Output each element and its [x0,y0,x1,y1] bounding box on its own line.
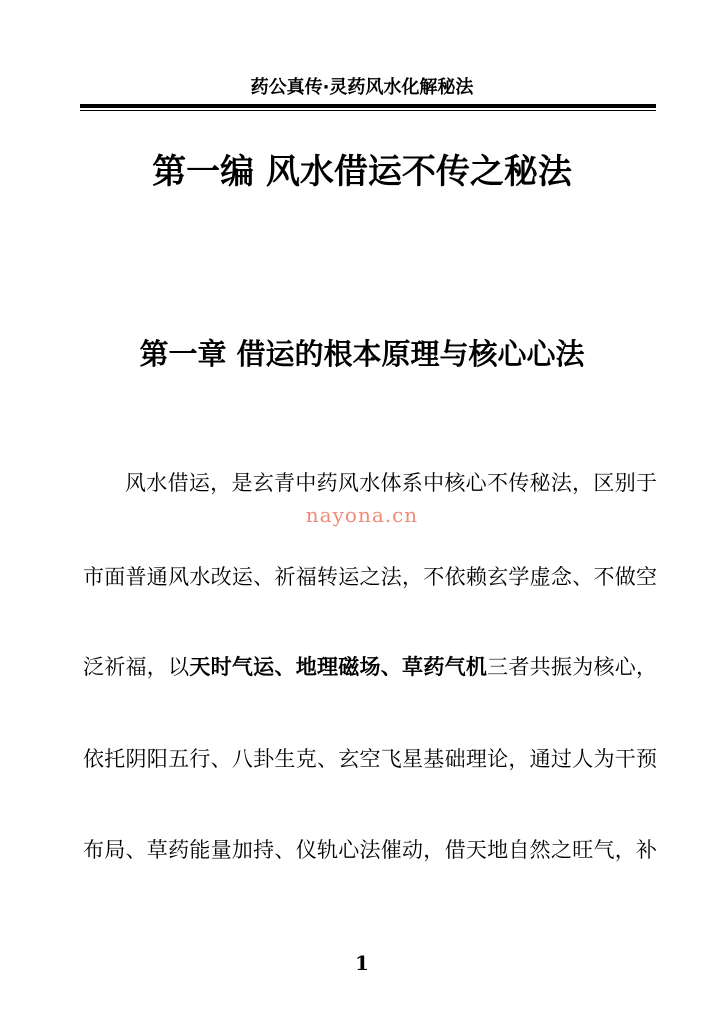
part-title: 第一编 风水借运不传之秘法 [152,152,572,192]
body-line-3-text-a: 泛祈福，以 [83,655,190,679]
body-line-1: 风水借运，是玄青中药风水体系中核心不传秘法，区别于 [125,471,657,495]
chapter-title: 第一章 借运的根本原理与核心心法 [139,337,585,371]
header-rule-thin [80,110,656,111]
running-header: 药公真传·灵药风水化解秘法 [250,77,474,98]
body-line-4: 依托阴阳五行、八卦生克、玄空飞星基础理论，通过人为干预 [83,747,657,771]
header-rule-thick [80,104,656,108]
body-line-3-emphasis: 天时气运、地理磁场、草药气机 [189,655,488,679]
watermark: nayona.cn [305,503,419,527]
body-line-3-text-b: 三者共振为核心， [487,655,658,679]
body-line-5: 布局、草药能量加持、仪轨心法催动，借天地自然之旺气，补 [83,838,657,862]
body-line-2: 市面普通风水改运、祈福转运之法，不依赖玄学虚念、不做空 [83,565,657,589]
page-number: 1 [355,951,369,975]
body-line-3 [83,652,657,682]
